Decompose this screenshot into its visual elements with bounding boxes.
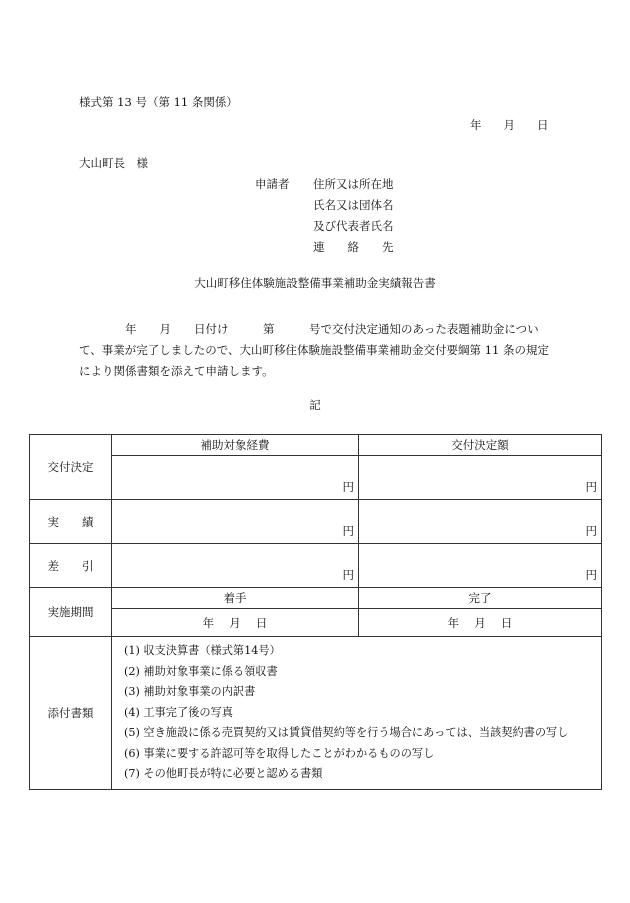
date-month: 月 [503,118,515,132]
attachment-item: (1) 収支決算書（様式第14号） [124,644,281,657]
addressee: 大山町長 様 [79,156,148,170]
applicant-field-representative: 及び代表者氏名 [313,219,394,233]
attachment-item: (2) 補助対象事業に係る領収書 [124,664,278,678]
row-head-kofu-kettei: 交付決定 [30,435,112,500]
date-line [470,120,549,132]
jisseki-cost-cell[interactable]: 円 [112,500,359,544]
applicant-label: 申請者 [255,177,290,191]
row-head-period: 実施期間 [30,588,112,637]
period-start-date[interactable]: 年 月 日 [112,609,359,637]
date-year: 年 [470,118,482,132]
date-day: 日 [537,118,549,132]
body-paragraph [79,319,555,382]
attachment-item: (5) 空き施設に係る売買契約又は賃貸借契約等を行う場合にあっては、当該契約書の写し [124,726,569,739]
period-start-head: 着手 [112,588,359,609]
ki-heading: 記 [309,398,321,412]
applicant-field-name: 氏名又は団体名 [313,198,394,212]
document-title: 大山町移住体験施設整備事業補助金実績報告書 [194,276,436,290]
attachment-item: (6) 事業に要する許認可等を取得したことがわかるものの写し [124,746,435,760]
body-line: により関係書類を添えて申請します。 [79,364,274,378]
attachment-item: (4) 工事完了後の写真 [124,705,233,719]
row-head-sabiki: 差 引 [30,544,112,588]
attachment-item: (3) 補助対象事業の内訳書 [124,685,256,698]
attachment-item: (7) その他町長が特に必要と認める書類 [124,767,323,780]
applicant-fields [313,179,394,263]
col-head-grant-amount: 交付決定額 [359,435,602,456]
row-head-attachments: 添付書類 [30,637,112,790]
body-line: 年 月 日付け 第 号で交付決定通知のあった表題補助金につい [79,322,539,336]
sabiki-amount-cell[interactable]: 円 [359,544,602,588]
jisseki-amount-cell[interactable]: 円 [359,500,602,544]
report-table [29,434,602,790]
col-head-subsidy-cost: 補助対象経費 [112,435,359,456]
kofu-kettei-amount-cell[interactable]: 円 [359,456,602,500]
attachments-list [112,637,602,790]
period-end-head: 完了 [359,588,602,609]
applicant-field-contact: 連 絡 先 [313,240,394,254]
period-end-date[interactable]: 年 月 日 [359,609,602,637]
body-line: て、事業が完了しましたので、大山町移住体験施設整備事業補助金交付要綱第 11 条の規定 [79,343,549,357]
sabiki-cost-cell[interactable]: 円 [112,544,359,588]
applicant-field-address: 住所又は所在地 [313,177,394,191]
kofu-kettei-cost-cell[interactable]: 円 [112,456,359,500]
form-number: 様式第 13 号（第 11 条関係） [79,95,238,109]
row-head-jisseki: 実 績 [30,500,112,544]
